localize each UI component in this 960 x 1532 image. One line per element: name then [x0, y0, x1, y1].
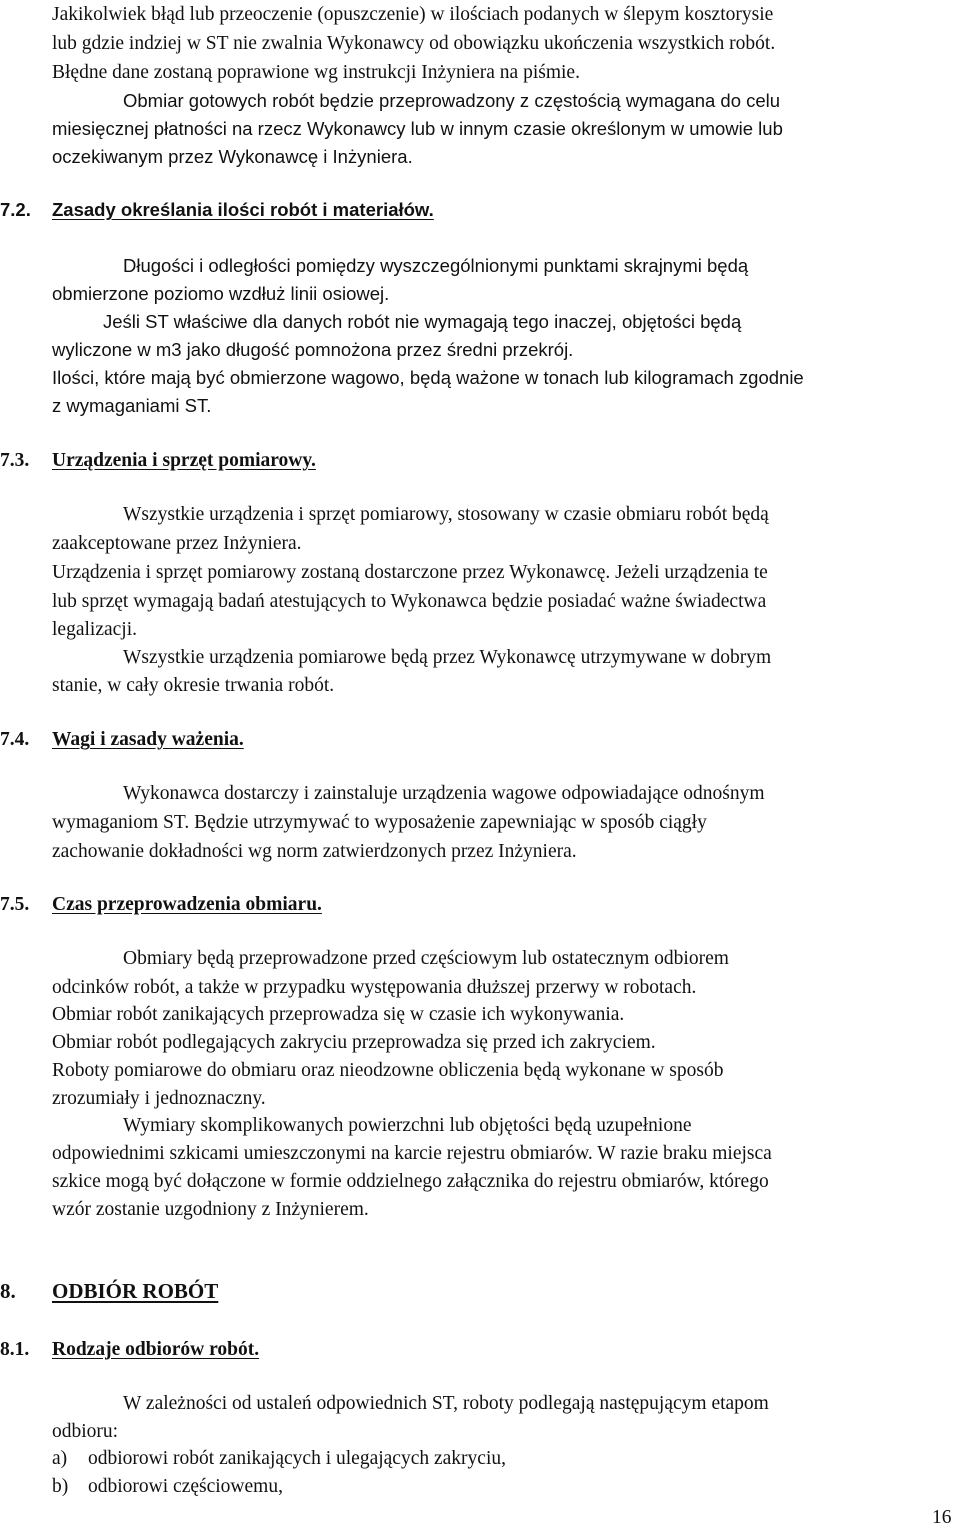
section-8-1-heading — [0, 1335, 960, 1364]
s72-line-1: Długości i odległości pomiędzy wyszczególnionymi punktami skrajnymi będą — [123, 255, 749, 276]
s73-line-1: Wszystkie urządzenia i sprzęt pomiarowy, stosowany w czasie obmiaru robót będą — [123, 504, 769, 525]
intro-line-2: lub gdzie indziej w ST nie zwalnia Wykonawcy od obowiązku ukończenia wszystkich robót. — [52, 33, 776, 54]
page-number: 16 — [932, 1507, 952, 1528]
section-number: 8.1. — [0, 1339, 30, 1360]
section-number: 8. — [0, 1279, 16, 1303]
section-number: 7.4. — [0, 729, 30, 750]
s75-line-6: zrozumiały i jednoznaczny. — [52, 1088, 266, 1109]
s73-line-2: zaakceptowane przez Inżyniera. — [52, 533, 302, 554]
s75-line-9: szkice mogą być dołączone w formie oddzielnego załącznika do rejestru obmiarów, którego — [52, 1171, 769, 1192]
s75-line-3: Obmiar robót zanikających przeprowadza się w czasie ich wykonywania. — [52, 1004, 625, 1025]
s81-line-1: W zależności od ustaleń odpowiednich ST, roboty podlegają następującym etapom — [123, 1393, 769, 1414]
s75-line-4: Obmiar robót podlegających zakryciu przeprowadza się przed ich zakryciem. — [52, 1032, 656, 1053]
s73-line-4: lub sprzęt wymagają badań atestujących to Wykonawca będzie posiadać ważne świadectwa — [52, 591, 767, 612]
section-title: Rodzaje odbiorów robót. — [52, 1339, 260, 1360]
list-marker: a) — [52, 1448, 68, 1469]
s73-line-7: stanie, w cały okresie trwania robót. — [52, 675, 335, 696]
s74-line-1: Wykonawca dostarczy i zainstaluje urządzenia wagowe odpowiadające odnośnym — [123, 783, 765, 804]
s72-line-5: Ilości, które mają być obmierzone wagowo, będą ważone w tonach lub kilogramach zgodnie — [52, 367, 804, 388]
section-number: 7.2. — [0, 199, 31, 220]
intro-line-6: oczekiwanym przez Wykonawcę i Inżyniera. — [52, 146, 413, 167]
section-title: Wagi i zasady ważenia. — [52, 729, 244, 750]
s72-line-6: z wymaganiami ST. — [52, 395, 212, 416]
s75-line-5: Roboty pomiarowe do obmiaru oraz nieodzowne obliczenia będą wykonane w sposób — [52, 1060, 724, 1081]
list-item — [52, 1472, 283, 1501]
intro-line-3: Błędne dane zostaną poprawione wg instrukcji Inżyniera na piśmie. — [52, 62, 580, 83]
section-number: 7.3. — [0, 450, 30, 471]
s73-line-6: Wszystkie urządzenia pomiarowe będą przez Wykonawcę utrzymywane w dobrym — [123, 647, 772, 668]
s73-line-5: legalizacji. — [52, 619, 137, 640]
section-title: Czas przeprowadzenia obmiaru. — [52, 894, 322, 915]
intro-line-4: Obmiar gotowych robót będzie przeprowadzony z częstością wymagana do celu — [123, 90, 781, 111]
section-title: ODBIÓR ROBÓT — [52, 1279, 219, 1303]
list-item — [52, 1444, 506, 1473]
s72-line-2: obmierzone poziomo wzdłuż linii osiowej. — [52, 283, 390, 304]
section-7-2-heading — [0, 195, 960, 224]
list-item-text: odbiorowi częściowemu, — [88, 1476, 283, 1497]
s74-line-2: wymaganiom ST. Będzie utrzymywać to wyposażenie zapewniając w sposób ciągły — [52, 812, 707, 833]
s81-line-2: odbioru: — [52, 1421, 119, 1442]
s73-line-3: Urządzenia i sprzęt pomiarowy zostaną dostarczone przez Wykonawcę. Jeżeli urządzenia te — [52, 562, 768, 583]
s72-line-4: wyliczone w m3 jako długość pomnożona przez średni przekrój. — [52, 339, 574, 360]
s75-line-8: odpowiednimi szkicami umieszczonymi na karcie rejestru obmiarów. W razie braku miejsca — [52, 1143, 772, 1164]
intro-line-1: Jakikolwiek błąd lub przeoczenie (opuszczenie) w ilościach podanych w ślepym kosztorysie — [52, 4, 774, 25]
list-item-text: odbiorowi robót zanikających i ulegających zakryciu, — [88, 1448, 506, 1469]
section-8-heading — [0, 1277, 960, 1307]
section-title: Zasady określania ilości robót i materiałów. — [52, 199, 434, 220]
section-7-3-heading — [0, 446, 960, 475]
section-7-5-heading — [0, 890, 960, 919]
s75-line-7: Wymiary skomplikowanych powierzchni lub objętości będą uzupełnione — [123, 1115, 692, 1136]
s75-line-2: odcinków robót, a także w przypadku występowania dłuższej przerwy w robotach. — [52, 977, 697, 998]
s75-line-10: wzór zostanie uzgodniony z Inżynierem. — [52, 1199, 369, 1220]
s75-line-1: Obmiary będą przeprowadzone przed częściowym lub ostatecznym odbiorem — [123, 948, 729, 969]
s72-line-3: Jeśli ST właściwe dla danych robót nie wymagają tego inaczej, objętości będą — [103, 311, 742, 332]
list-marker: b) — [52, 1476, 69, 1497]
section-7-4-heading — [0, 725, 960, 754]
section-number: 7.5. — [0, 894, 30, 915]
intro-line-5: miesięcznej płatności na rzecz Wykonawcy lub w innym czasie określonym w umowie lub — [52, 118, 783, 139]
section-title: Urządzenia i sprzęt pomiarowy. — [52, 450, 316, 471]
s74-line-3: zachowanie dokładności wg norm zatwierdzonych przez Inżyniera. — [52, 841, 577, 862]
